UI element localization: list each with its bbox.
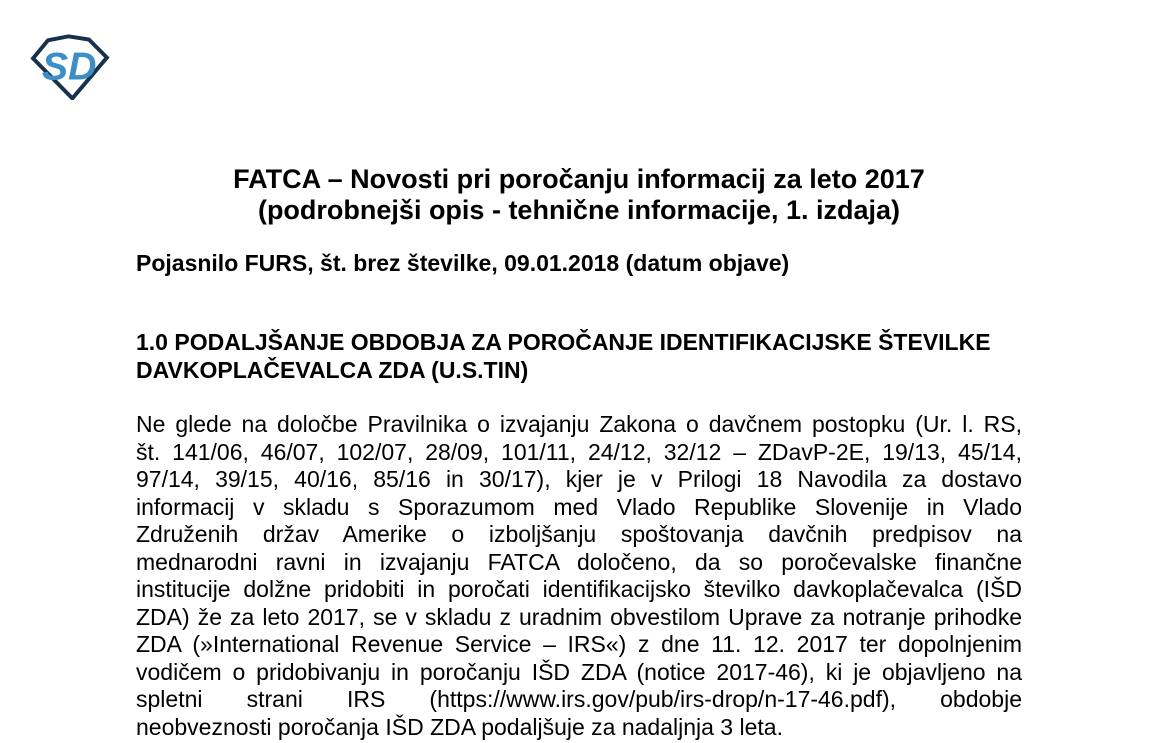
section-heading: [136, 328, 1022, 384]
body-text-line: ZDA) že za leto 2017, se v skladu z uradnim obvestilom Uprave za notranje prihodke: [136, 603, 1022, 630]
title-line-1: FATCA – Novosti pri poročanju informacij za leto 2017: [233, 164, 925, 194]
body-text-line: ZDA (»International Revenue Service – IRS«) z dne 11. 12. 2017 ter dopolnjenim: [136, 631, 1022, 657]
body-text-line: št. 141/06, 46/07, 102/07, 28/09, 101/11, 24/12, 32/12 – ZDavP-2E, 19/13, 45/14,: [136, 438, 1022, 465]
body-text-line: informacij v skladu s Sporazumom med Vlado Republike Slovenije in Vlado: [136, 493, 1022, 520]
document-title: [136, 164, 1022, 226]
body-text-line: mednarodni ravni in izvajanju FATCA določeno, da so poročevalske finančne: [136, 548, 1022, 575]
body-text-line: spletni strani IRS (https://www.irs.gov/pub/irs-drop/n-17-46.pdf), obdobje: [136, 686, 1022, 712]
body-text-line: neobveznosti poročanja IŠD ZDA podaljšuje za nadaljnja 3 leta.: [136, 713, 783, 740]
body-text-line: Ne glede na določbe Pravilnika o izvajanju Zakona o davčnem postopku (Ur. l. RS,: [136, 411, 1022, 437]
logo-letters: SD: [41, 44, 97, 89]
title-line-2: (podrobnejši opis - tehnične informacije, 1. izdaja): [257, 195, 901, 225]
body-paragraph: [136, 411, 1022, 741]
sd-shield-logo: [30, 34, 110, 100]
body-text-line: Združenih držav Amerike o izboljšanju spoštovanja davčnih predpisov na: [136, 521, 1022, 547]
document-subtitle: Pojasnilo FURS, št. brez številke, 09.01.2018 (datum objave): [136, 250, 790, 276]
body-text-line: 97/14, 39/15, 40/16, 85/16 in 30/17), kjer je v Prilogi 18 Navodila za dostavo: [136, 466, 1022, 492]
shield-icon: [30, 34, 110, 100]
body-text-line: vodičem o pridobivanju in poročanju IŠD ZDA (notice 2017-46), ki je objavljeno na: [136, 658, 1022, 685]
section-heading-line-1: 1.0 PODALJŠANJE OBDOBJA ZA POROČANJE IDENTIFIKACIJSKE ŠTEVILKE: [136, 329, 991, 355]
body-text-line: institucije dolžne pridobiti in poročati identifikacijsko številko davkoplačevalca (IŠD: [136, 576, 1022, 602]
section-heading-line-2: DAVKOPLAČEVALCA ZDA (U.S.TIN): [136, 357, 529, 383]
